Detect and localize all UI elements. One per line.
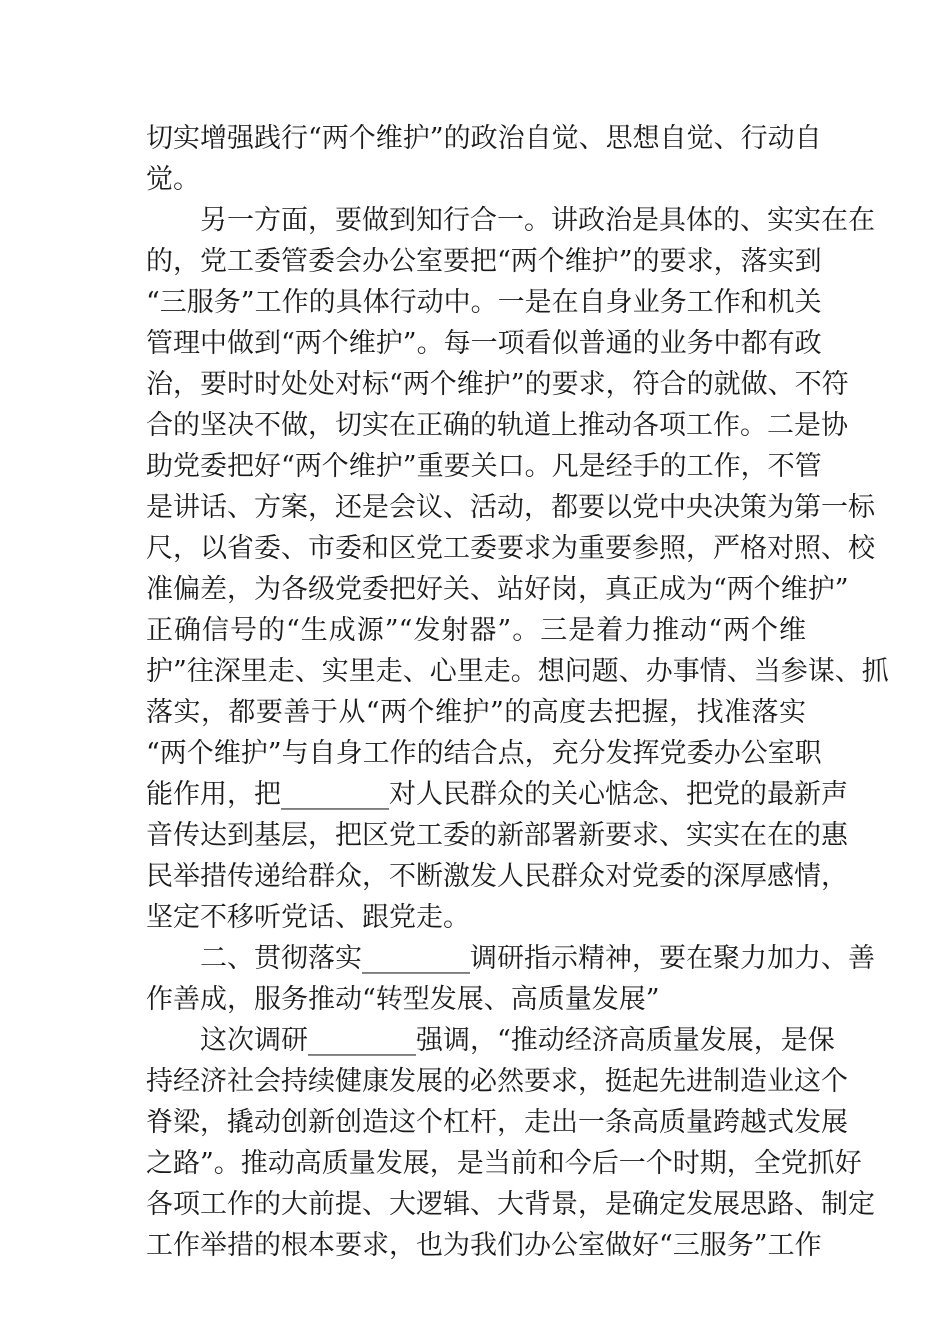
section-heading-line: 二、贯彻落实________调研指示精神，要在聚力加力、善 — [200, 943, 875, 974]
text-line: 尺，以省委、市委和区党工委要求为重要参照，严格对照、校 — [146, 533, 875, 564]
text-line: 助党委把好“两个维护”重要关口。凡是经手的工作，不管 — [146, 451, 822, 482]
text-line: 正确信号的“生成源”“发射器”。三是着力推动“两个维 — [146, 615, 806, 646]
text-line: 切实增强践行“两个维护”的政治自觉、思想自觉、行动自 — [146, 123, 822, 154]
text-line: 落实，都要善于从“两个维护”的高度去把握，找准落实 — [146, 697, 806, 728]
text-line: 准偏差，为各级党委把好关、站好岗，真正成为“两个维护” — [146, 574, 849, 605]
text-line: 持经济社会持续健康发展的必然要求，挺起先进制造业这个 — [146, 1066, 848, 1097]
text-line: 工作举措的根本要求，也为我们办公室做好“三服务”工作 — [146, 1230, 822, 1261]
text-line: 治，要时时处处对标“两个维护”的要求，符合的就做、不符 — [146, 369, 849, 400]
paragraph-start-line: 这次调研________强调，“推动经济高质量发展，是保 — [200, 1025, 835, 1056]
text-line: 是讲话、方案，还是会议、活动，都要以党中央决策为第一标 — [146, 492, 875, 523]
text-line: 坚定不移听党话、跟党走。 — [146, 902, 470, 933]
document-body — [146, 118, 889, 1266]
text-line: 能作用，把________对人民群众的关心惦念、把党的最新声 — [146, 779, 848, 810]
section-heading-line: 作善成，服务推动“转型发展、高质量发展” — [146, 984, 660, 1015]
text-line: 各项工作的大前提、大逻辑、大背景，是确定发展思路、制定 — [146, 1189, 875, 1220]
text-line: 民举措传递给群众，不断激发人民群众对党委的深厚感情， — [146, 861, 848, 892]
text-line: 管理中做到“两个维护”。每一项看似普通的业务中都有政 — [146, 328, 822, 359]
text-line: 音传达到基层，把区党工委的新部署新要求、实实在在的惠 — [146, 820, 848, 851]
paragraph-start-line: 另一方面，要做到知行合一。讲政治是具体的、实实在在 — [200, 205, 875, 236]
text-line: 护”往深里走、实里走、心里走。想问题、办事情、当参谋、抓 — [146, 656, 889, 687]
text-line: “两个维护”与自身工作的结合点，充分发挥党委办公室职 — [146, 738, 822, 769]
text-line: 的，党工委管委会办公室要把“两个维护”的要求，落实到 — [146, 246, 822, 277]
text-line: 之路”。推动高质量发展，是当前和今后一个时期，全党抓好 — [146, 1148, 862, 1179]
text-line: 合的坚决不做，切实在正确的轨道上推动各项工作。二是协 — [146, 410, 848, 441]
text-line: 脊梁，撬动创新创造这个杠杆，走出一条高质量跨越式发展 — [146, 1107, 848, 1138]
text-line: “三服务”工作的具体行动中。一是在自身业务工作和机关 — [146, 287, 822, 318]
text-line: 觉。 — [146, 164, 200, 195]
